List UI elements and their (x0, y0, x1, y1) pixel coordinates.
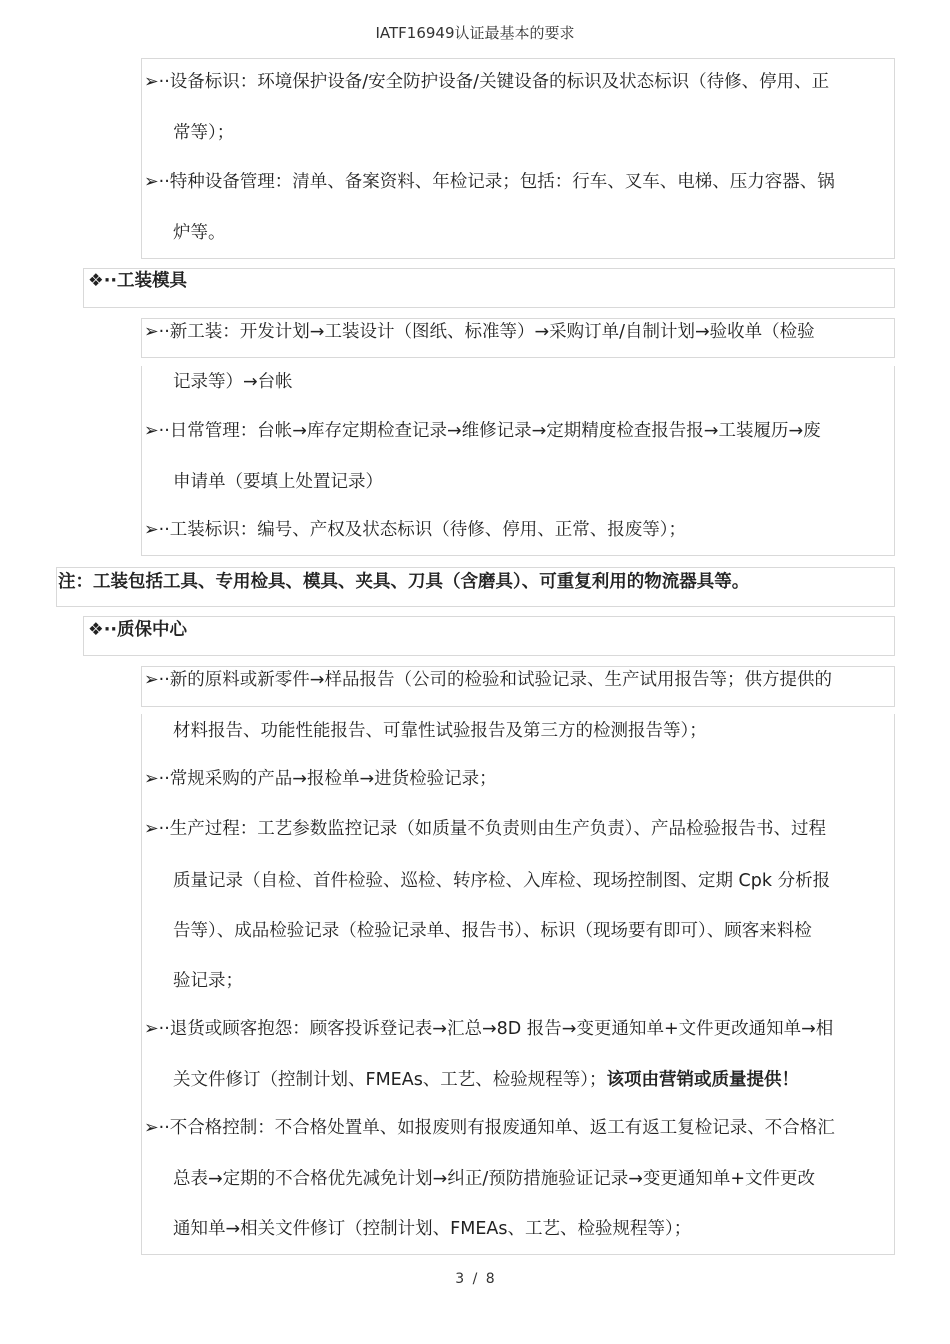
returns-complaints-line-1: ➢··退货或顾客抱怨：顾客投诉登记表→汇总→8D 报告→变更通知单+文件更改通知单→相 (144, 1019, 834, 1039)
daily-management-line-1: ➢··日常管理：台帐→库存定期检查记录→维修记录→定期精度检查报告报→工装履历→废 (144, 421, 821, 441)
new-tooling-line-2: 记录等）→台帐 (173, 372, 293, 392)
new-material-line-2: 材料报告、功能性能报告、可靠性试验报告及第三方的检测报告等）； (173, 721, 707, 741)
special-equipment-line-2: 炉等。 (173, 223, 226, 243)
special-equipment-line-1: ➢··特种设备管理：清单、备案资料、年检记录；包括：行车、叉车、电梯、压力容器、锅 (144, 172, 835, 192)
equipment-label-line-2: 常等）； (173, 123, 235, 143)
tooling-note: 注：工装包括工具、专用检具、模具、夹具、刀具（含磨具）、可重复利用的物流器具等。 (58, 572, 750, 592)
tooling-label-line: ➢··工装标识：编号、产权及状态标识（待修、停用、正常、报废等）； (144, 520, 687, 540)
new-tooling-line-1: ➢··新工装：开发计划→工装设计（图纸、标准等）→采购订单/自制计划→验收单（检验 (144, 322, 815, 342)
returns-complaints-emphasis: 该项由营销或质量提供！ (606, 1070, 800, 1090)
returns-complaints-line-2 (173, 1068, 799, 1092)
nonconformity-line-1: ➢··不合格控制：不合格处置单、如报废则有报废通知单、返工有返工复检记录、不合格汇 (144, 1118, 835, 1138)
page-header: IATF16949认证最基本的要求 (375, 24, 575, 42)
frame-quality-heading (83, 616, 895, 656)
production-process-line-2: 质量记录（自检、首件检验、巡检、转序检、入库检、现场控制图、定期 Cpk 分析报 (173, 871, 831, 891)
frame-tooling-heading (83, 268, 895, 308)
section-heading-tooling: ❖··工装模具 (88, 271, 187, 291)
nonconformity-line-2: 总表→定期的不合格优先减免计划→纠正/预防措施验证记录→变更通知单+文件更改 (173, 1169, 816, 1189)
daily-management-line-2: 申请单（要填上处置记录） (173, 472, 383, 492)
production-process-line-1: ➢··生产过程：工艺参数监控记录（如质量不负责则由生产负责）、产品检验报告书、过程 (144, 819, 827, 839)
page-number: 3 / 8 (455, 1271, 495, 1287)
equipment-label-line-1: ➢··设备标识：环境保护设备/安全防护设备/关键设备的标识及状态标识（待修、停用、正 (144, 72, 830, 92)
section-heading-quality: ❖··质保中心 (88, 620, 187, 640)
new-material-line-1: ➢··新的原料或新零件→样品报告（公司的检验和试验记录、生产试用报告等；供方提供的 (144, 670, 832, 690)
nonconformity-line-3: 通知单→相关文件修订（控制计划、FMEAs、工艺、检验规程等）； (173, 1219, 692, 1239)
routine-purchase-line: ➢··常规采购的产品→报检单→进货检验记录； (144, 769, 497, 789)
production-process-line-4: 验记录； (173, 971, 243, 991)
production-process-line-3: 告等）、成品检验记录（检验记录单、报告书）、标识（现场要有即可）、顾客来料检 (173, 921, 812, 941)
returns-complaints-text: 关文件修订（控制计划、FMEAs、工艺、检验规程等）； (173, 1070, 607, 1090)
